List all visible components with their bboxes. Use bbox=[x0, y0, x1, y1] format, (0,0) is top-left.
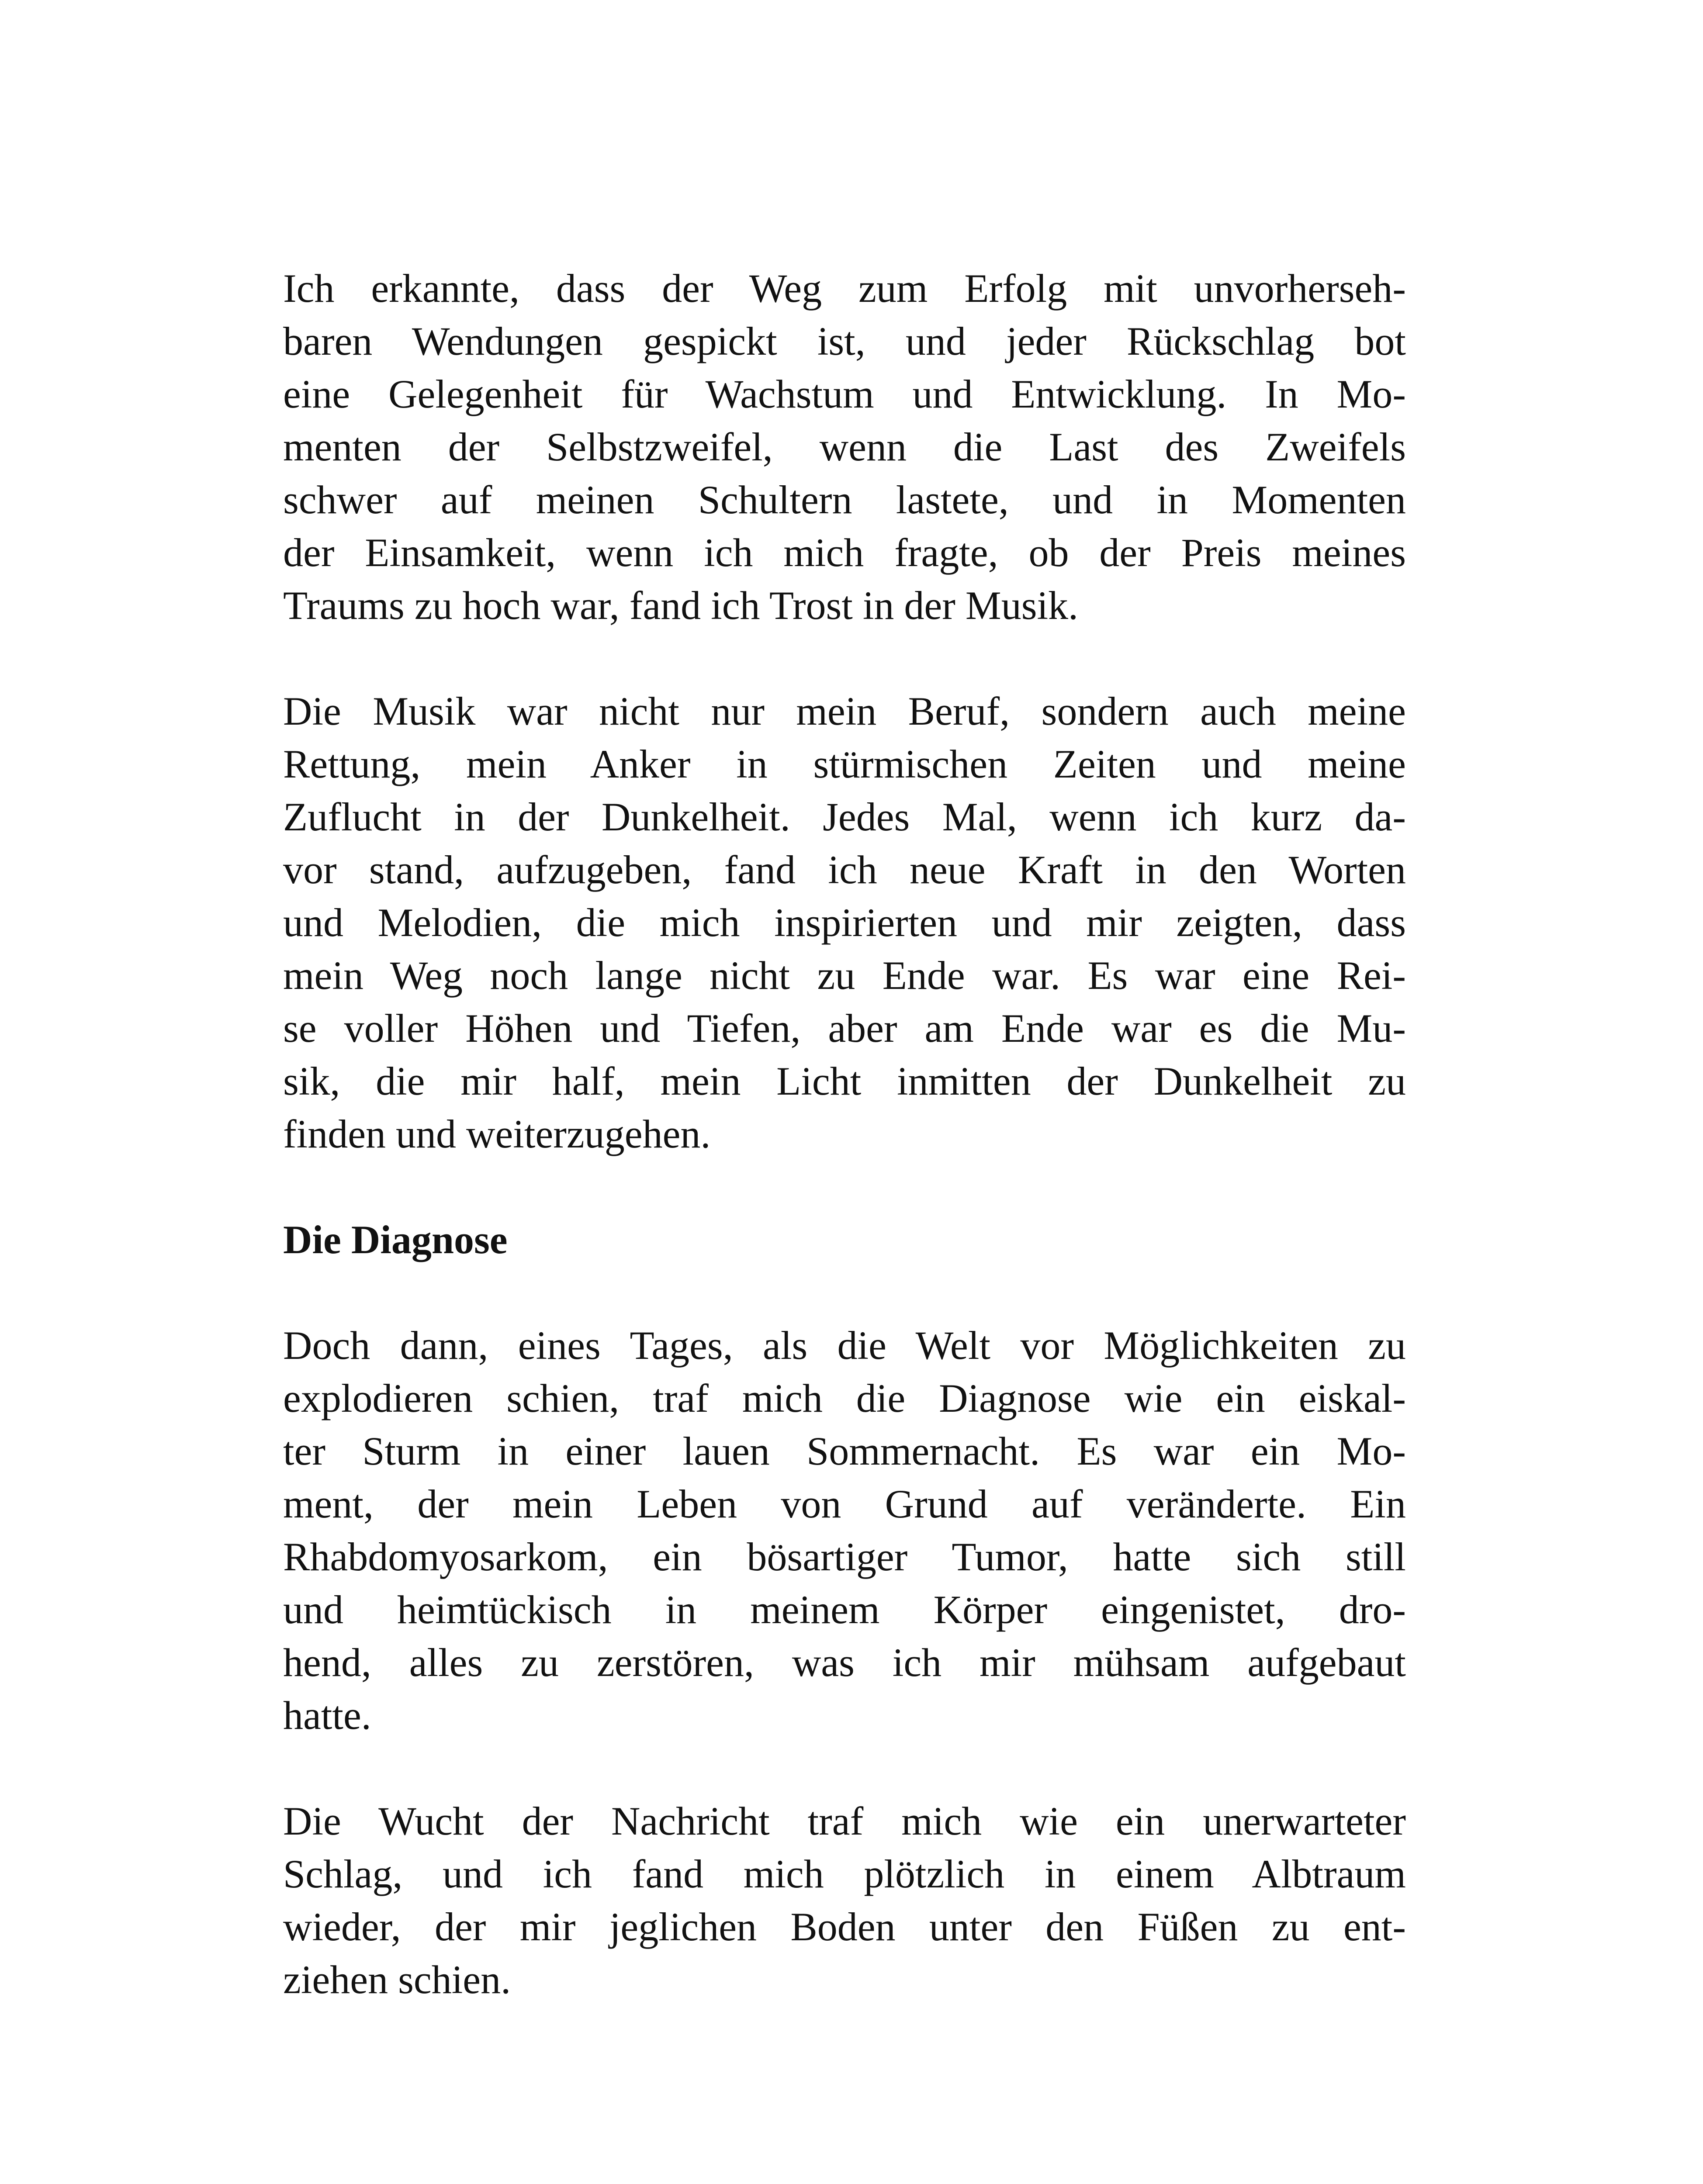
section-heading: Die Diagnose bbox=[283, 1217, 508, 1262]
text-line: ter Sturm in einer lauen Sommernacht. Es war ein Mo- bbox=[283, 1429, 1406, 1473]
text-line: Traums zu hoch war, fand ich Trost in der Musik. bbox=[283, 583, 1079, 628]
text-line: finden und weiterzugehen. bbox=[283, 1112, 711, 1156]
text-line: Rhabdomyosarkom, ein bösartiger Tumor, hatte sich still bbox=[283, 1534, 1406, 1579]
text-line: baren Wendungen gespickt ist, und jeder Rückschlag bot bbox=[283, 319, 1406, 363]
text-line: Ich erkannte, dass der Weg zum Erfolg mit unvorherseh- bbox=[283, 266, 1406, 311]
paragraph-4 bbox=[283, 1795, 1406, 2006]
text-line: Doch dann, eines Tages, als die Welt vor Möglichkeiten zu bbox=[283, 1323, 1406, 1368]
text-line: Die Wucht der Nachricht traf mich wie ein unerwarteter bbox=[283, 1799, 1406, 1843]
text-line: Schlag, und ich fand mich plötzlich in einem Albtraum bbox=[283, 1852, 1406, 1896]
text-line: hatte. bbox=[283, 1693, 371, 1738]
text-line: eine Gelegenheit für Wachstum und Entwicklung. In Mo- bbox=[283, 372, 1406, 416]
text-line: menten der Selbstzweifel, wenn die Last des Zweifels bbox=[283, 425, 1406, 469]
paragraph-gap bbox=[283, 1161, 1406, 1213]
text-line: wieder, der mir jeglichen Boden unter den Füßen zu ent- bbox=[283, 1904, 1406, 1949]
text-line: vor stand, aufzugeben, fand ich neue Kraft in den Worten bbox=[283, 847, 1406, 892]
text-line: ment, der mein Leben von Grund auf veränderte. Ein bbox=[283, 1482, 1406, 1526]
paragraph-1 bbox=[283, 262, 1406, 632]
text-line: hend, alles zu zerstören, was ich mir mühsam aufgebaut bbox=[283, 1640, 1406, 1685]
paragraph-gap bbox=[283, 632, 1406, 685]
paragraph-2 bbox=[283, 685, 1406, 1161]
text-line: und heimtückisch in meinem Körper eingenistet, dro- bbox=[283, 1587, 1406, 1632]
text-line: und Melodien, die mich inspirierten und mir zeigten, dass bbox=[283, 900, 1406, 945]
text-line: ziehen schien. bbox=[283, 1957, 511, 2002]
paragraph-3 bbox=[283, 1319, 1406, 1742]
body-text bbox=[283, 262, 1406, 2006]
text-line: der Einsamkeit, wenn ich mich fragte, ob der Preis meines bbox=[283, 530, 1406, 575]
text-line: se voller Höhen und Tiefen, aber am Ende war es die Mu- bbox=[283, 1006, 1406, 1051]
text-line: explodieren schien, traf mich die Diagnose wie ein eiskal- bbox=[283, 1376, 1406, 1420]
text-line: schwer auf meinen Schultern lastete, und in Momenten bbox=[283, 477, 1406, 522]
text-line: Die Musik war nicht nur mein Beruf, sondern auch meine bbox=[283, 689, 1406, 733]
paragraph-gap bbox=[283, 1742, 1406, 1795]
paragraph-gap bbox=[283, 1266, 1406, 1319]
text-line: Rettung, mein Anker in stürmischen Zeiten und meine bbox=[283, 742, 1406, 786]
text-line: Zuflucht in der Dunkelheit. Jedes Mal, wenn ich kurz da- bbox=[283, 795, 1406, 839]
text-line: sik, die mir half, mein Licht inmitten der Dunkelheit zu bbox=[283, 1059, 1406, 1103]
text-line: mein Weg noch lange nicht zu Ende war. Es war eine Rei- bbox=[283, 953, 1406, 998]
